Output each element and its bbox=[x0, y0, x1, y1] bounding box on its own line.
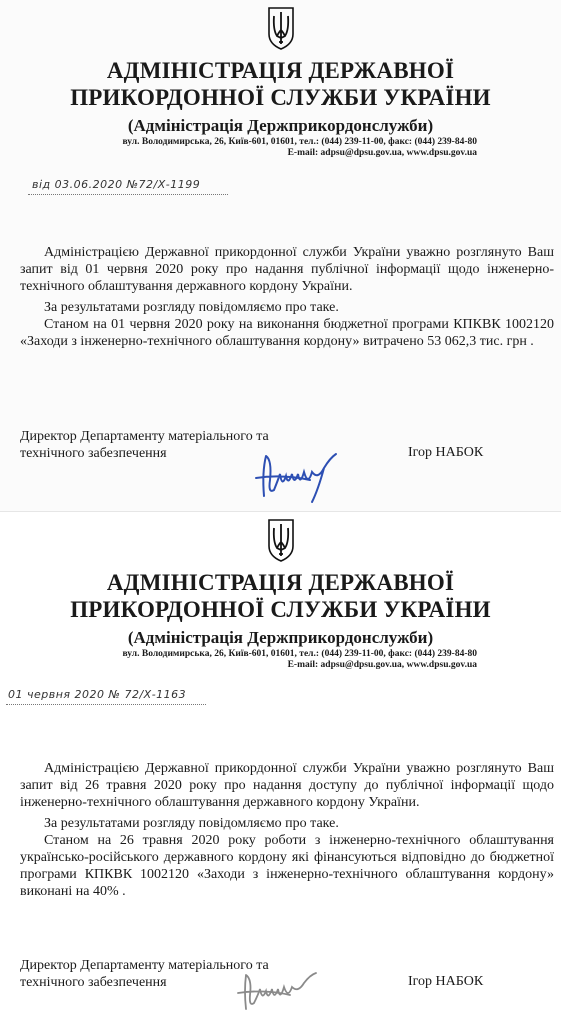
letter-body bbox=[20, 244, 554, 350]
handwritten-signature bbox=[234, 967, 334, 1017]
signer-title-line1: Директор Департаменту матеріального та bbox=[20, 429, 269, 444]
signer-title bbox=[20, 957, 269, 991]
handwritten-signature bbox=[252, 450, 362, 505]
org-title-line2: ПРИКОРДОННОЇ СЛУЖБИ УКРАЇНИ bbox=[70, 85, 491, 110]
registration-underline bbox=[6, 704, 206, 705]
org-title-line1: АДМІНІСТРАЦІЯ ДЕРЖАВНОЇ bbox=[106, 58, 455, 83]
signer-name: Ігор НАБОК bbox=[408, 445, 484, 460]
address-line: вул. Володимирська, 26, Київ-601, 01601, тел.: (044) 239-11-00, факс: (044) 239-84-80 bbox=[122, 649, 477, 659]
signer-title-line2: технічного забезпечення bbox=[20, 975, 167, 990]
letter-body bbox=[20, 760, 554, 900]
paragraph: Станом на 01 червня 2020 року на виконання бюджетної програми КПКВК 1002120 «Заходи з інженерно-технічного облаштування кордону» витрачено 53 062,3 тис. грн . bbox=[20, 317, 554, 349]
paragraph: За результатами розгляду повідомляємо про таке. bbox=[44, 816, 339, 831]
org-short-name: (Адміністрація Держприкордонслужби) bbox=[127, 628, 434, 647]
letter-second bbox=[0, 512, 561, 1024]
email-line: E-mail: adpsu@dpsu.gov.ua, www.dpsu.gov.ua bbox=[287, 660, 477, 670]
registration-number: 01 червня 2020 № 72/Х-1163 bbox=[8, 688, 187, 701]
address-line: вул. Володимирська, 26, Київ-601, 01601, тел.: (044) 239-11-00, факс: (044) 239-84-80 bbox=[122, 137, 477, 147]
paragraph: Адміністрацією Державної прикордонної служби України уважно розглянуто Ваш запит від 26 травня 2020 року про надання доступу до публічної інформації щодо інженерно-технічного облаштування державного кордону України. bbox=[20, 761, 554, 810]
paragraph: Адміністрацією Державної прикордонної служби України уважно розглянуто Ваш запит від 01 червня 2020 року про надання публічної інформації щодо інженерно-технічного облаштування державного кордону України. bbox=[20, 245, 554, 294]
signer-title-line1: Директор Департаменту матеріального та bbox=[20, 958, 269, 973]
paragraph: За результатами розгляду повідомляємо про таке. bbox=[44, 300, 339, 315]
trident-emblem-icon bbox=[266, 4, 296, 50]
org-short-name: (Адміністрація Держприкордонслужби) bbox=[127, 116, 434, 135]
address-block bbox=[122, 649, 477, 671]
signer-title bbox=[20, 428, 269, 462]
trident-emblem-icon bbox=[266, 516, 296, 562]
signer-title-line2: технічного забезпечення bbox=[20, 446, 167, 461]
registration-underline bbox=[28, 194, 228, 195]
registration-number: від 03.06.2020 №72/Х-1199 bbox=[32, 178, 201, 191]
org-title-line2: ПРИКОРДОННОЇ СЛУЖБИ УКРАЇНИ bbox=[70, 597, 491, 622]
paragraph: Станом на 26 травня 2020 року роботи з інженерно-технічного облаштування українсько-російського державного кордону які фінансуються відповідно до бюджетної програми КПКВК 1002120 «Заходи з інженерно-технічного облаштування кордону» виконані на 40% . bbox=[20, 833, 554, 899]
signer-name: Ігор НАБОК bbox=[408, 974, 484, 989]
org-title-line1: АДМІНІСТРАЦІЯ ДЕРЖАВНОЇ bbox=[106, 570, 455, 595]
email-line: E-mail: adpsu@dpsu.gov.ua, www.dpsu.gov.ua bbox=[287, 148, 477, 158]
address-block bbox=[122, 137, 477, 159]
